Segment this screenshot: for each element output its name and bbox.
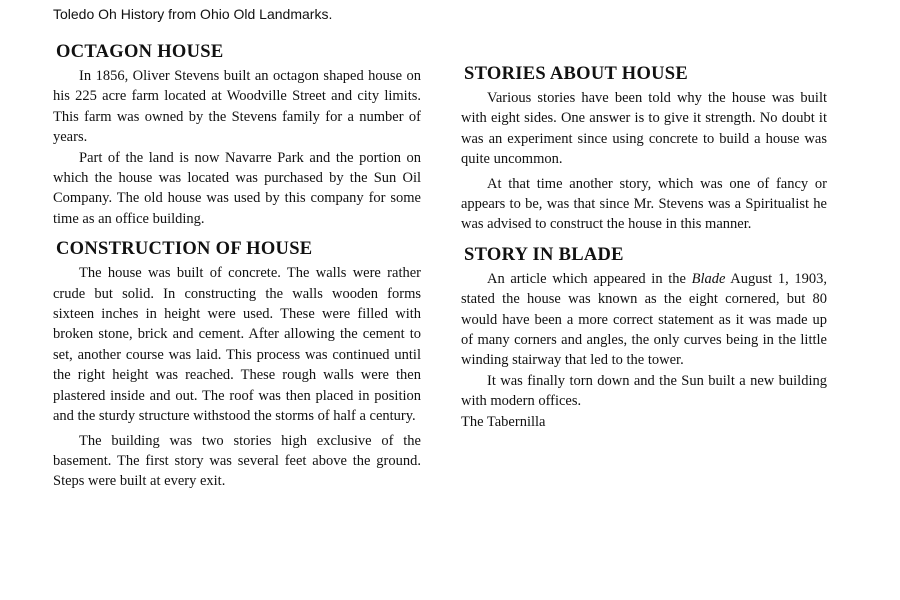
paragraph: The house was built of concrete. The walls were rather crude but solid. In constructing the walls wooden forms sixteen inches in height were used. These were filled with broken stone, brick and cement. After allowing the cement to set, another course was laid. This process was continued until the right height was reached. These rough walls were then plastered inside and out. The roof was then placed in position and the sturdy structure withstood the storms of half a century.: [53, 265, 421, 425]
paragraph: In 1856, Oliver Stevens built an octagon shaped house on his 225 acre farm located at Woodville Street and city limits. This farm was owned by the Stevens family for a number of years.: [53, 68, 421, 146]
right-column: [461, 62, 827, 432]
paragraph: It was finally torn down and the Sun built a new building with modern offices.: [461, 372, 827, 410]
paragraph: The building was two stories high exclusive of the basement. The first story was several feet above the ground. Steps were built at every exit.: [53, 432, 421, 490]
paragraph-text: August 1, 1903, stated the house was known as the eight cornered, but 80 would have been a more correct statement as it was made up of many corners and angles, the only curves being in the little winding stairway that led to the tower.: [461, 270, 828, 369]
section-story-in-blade: [461, 243, 827, 432]
left-column: [53, 40, 421, 492]
section-heading: CONSTRUCTION OF HOUSE: [56, 239, 313, 260]
section-construction-of-house: [53, 237, 421, 491]
paragraph: [461, 269, 827, 371]
newspaper-name: Blade: [691, 270, 726, 287]
section-octagon-house: [53, 40, 421, 229]
paragraph-text: An article which appeared in the: [487, 270, 692, 287]
paragraph: Various stories have been told why the house was built with eight sides. One answer is to give it strength. No doubt it was an experiment since using concrete to build a house was quite uncommon.: [461, 90, 827, 168]
section-heading: STORY IN BLADE: [464, 244, 624, 265]
source-attribution: The Tabernilla: [461, 413, 546, 430]
section-stories-about-house: [461, 62, 827, 235]
section-heading: STORIES ABOUT HOUSE: [464, 64, 689, 84]
paragraph: Part of the land is now Navarre Park and the portion on which the house was located was purchased by the Sun Oil Company. The old house was used by this company for some time as an office building.: [53, 149, 421, 227]
paragraph: At that time another story, which was one of fancy or appears to be, was that since Mr. Stevens was a Spiritualist he was advised to construct the house in this manner.: [461, 175, 827, 233]
page-caption: Toledo Oh History from Ohio Old Landmarks.: [53, 6, 333, 22]
section-heading: OCTAGON HOUSE: [56, 42, 224, 62]
